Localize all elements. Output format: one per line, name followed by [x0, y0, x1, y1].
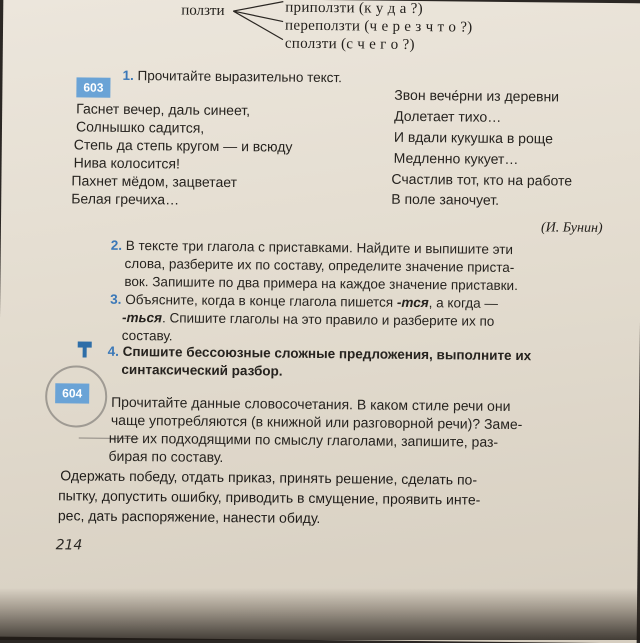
poem-line: Солнышко садится,: [75, 118, 205, 136]
branch-item: переползти (ч е р е з ч т о ?): [284, 17, 473, 36]
suffix-tsya: -тся: [396, 294, 429, 311]
exercise-instruction: чаще употребляются (в книжной или разговорной речи)? Заме-: [110, 411, 523, 433]
task-number: 3.: [110, 291, 122, 307]
phrase-list-line: Одержать победу, отдать приказ, принять решение, сделать по-: [60, 467, 478, 488]
page-number: 214: [55, 537, 83, 554]
exercise-instruction: ните их подходящими по смыслу глаголами, запишите, раз-: [108, 429, 499, 450]
phrase-list-line: пытку, допустить ошибку, приводить в смущение, проявить инте-: [58, 487, 481, 508]
task-text: . Спишите глаголы на это правило и разберите их по: [161, 310, 495, 329]
task-text: синтаксический разбор.: [121, 361, 283, 379]
poem-line: Счастлив тот, кто на работе: [391, 170, 573, 189]
task-number: 2.: [110, 237, 123, 253]
task-number: 4.: [107, 343, 120, 359]
poem-line: Гаснет вечер, даль синеет,: [76, 100, 251, 119]
page-edge-shadow: [0, 588, 640, 640]
poem-author: (И. Бунин): [540, 220, 603, 236]
task-1: [122, 68, 342, 85]
poem-line: Белая гречиха…: [71, 190, 180, 208]
poem-line: Звон вече́рни из деревни: [394, 86, 560, 105]
poem-line: Пахнет мёдом, зацветает: [71, 172, 238, 191]
task-text: Объясните, когда в конце глагола пишется: [125, 291, 398, 310]
task-text: В тексте три глагола с приставками. Найдите и выпишите эти: [125, 237, 514, 258]
branch-lines: [231, 0, 292, 50]
task-text: Прочитайте выразительно текст.: [137, 68, 342, 86]
task-text: составу.: [121, 327, 173, 344]
suffix-tsya-soft: -ться: [121, 309, 163, 326]
poem-line: Медленно кукует…: [393, 149, 519, 168]
task-text: , а когда —: [428, 295, 499, 311]
exercise-number-badge: 604: [55, 383, 89, 403]
task-text: слова, разберите их по составу, определите значение приста-: [124, 255, 515, 276]
task-number: 1.: [122, 67, 134, 84]
branch-item: сползти (с ч е г о ?): [284, 35, 415, 53]
poem-line: Степь да степь кругом — и всюду: [73, 136, 293, 155]
root-verb: ползти: [181, 2, 225, 19]
exercise-instruction: Прочитайте данные словосочетания. В каком стиле речи они: [111, 393, 511, 414]
poem-line: Долетает тихо…: [394, 107, 502, 125]
exercise-number-badge: 603: [76, 77, 110, 97]
poem-line: И вдали кукушка в роще: [393, 128, 554, 147]
task-3: [110, 292, 498, 311]
task-4: [108, 344, 532, 363]
task-text: [122, 310, 494, 329]
hammer-icon: [76, 339, 94, 359]
branch-item: приползти (к у д а ?): [285, 0, 424, 18]
poem-line: Нива колосится!: [73, 154, 181, 172]
task-text: Спишите бессоюзные сложные предложения, выполните их: [122, 343, 532, 364]
task-2: [111, 238, 513, 257]
exercise-instruction: бирая по составу.: [108, 447, 224, 465]
phrase-list-line: рес, дать распоряжение, нанести обиду.: [57, 507, 321, 527]
task-text: вок. Запишите по два примера на каждое значение приставки.: [124, 273, 518, 294]
poem-line: В поле заночует.: [391, 190, 500, 208]
